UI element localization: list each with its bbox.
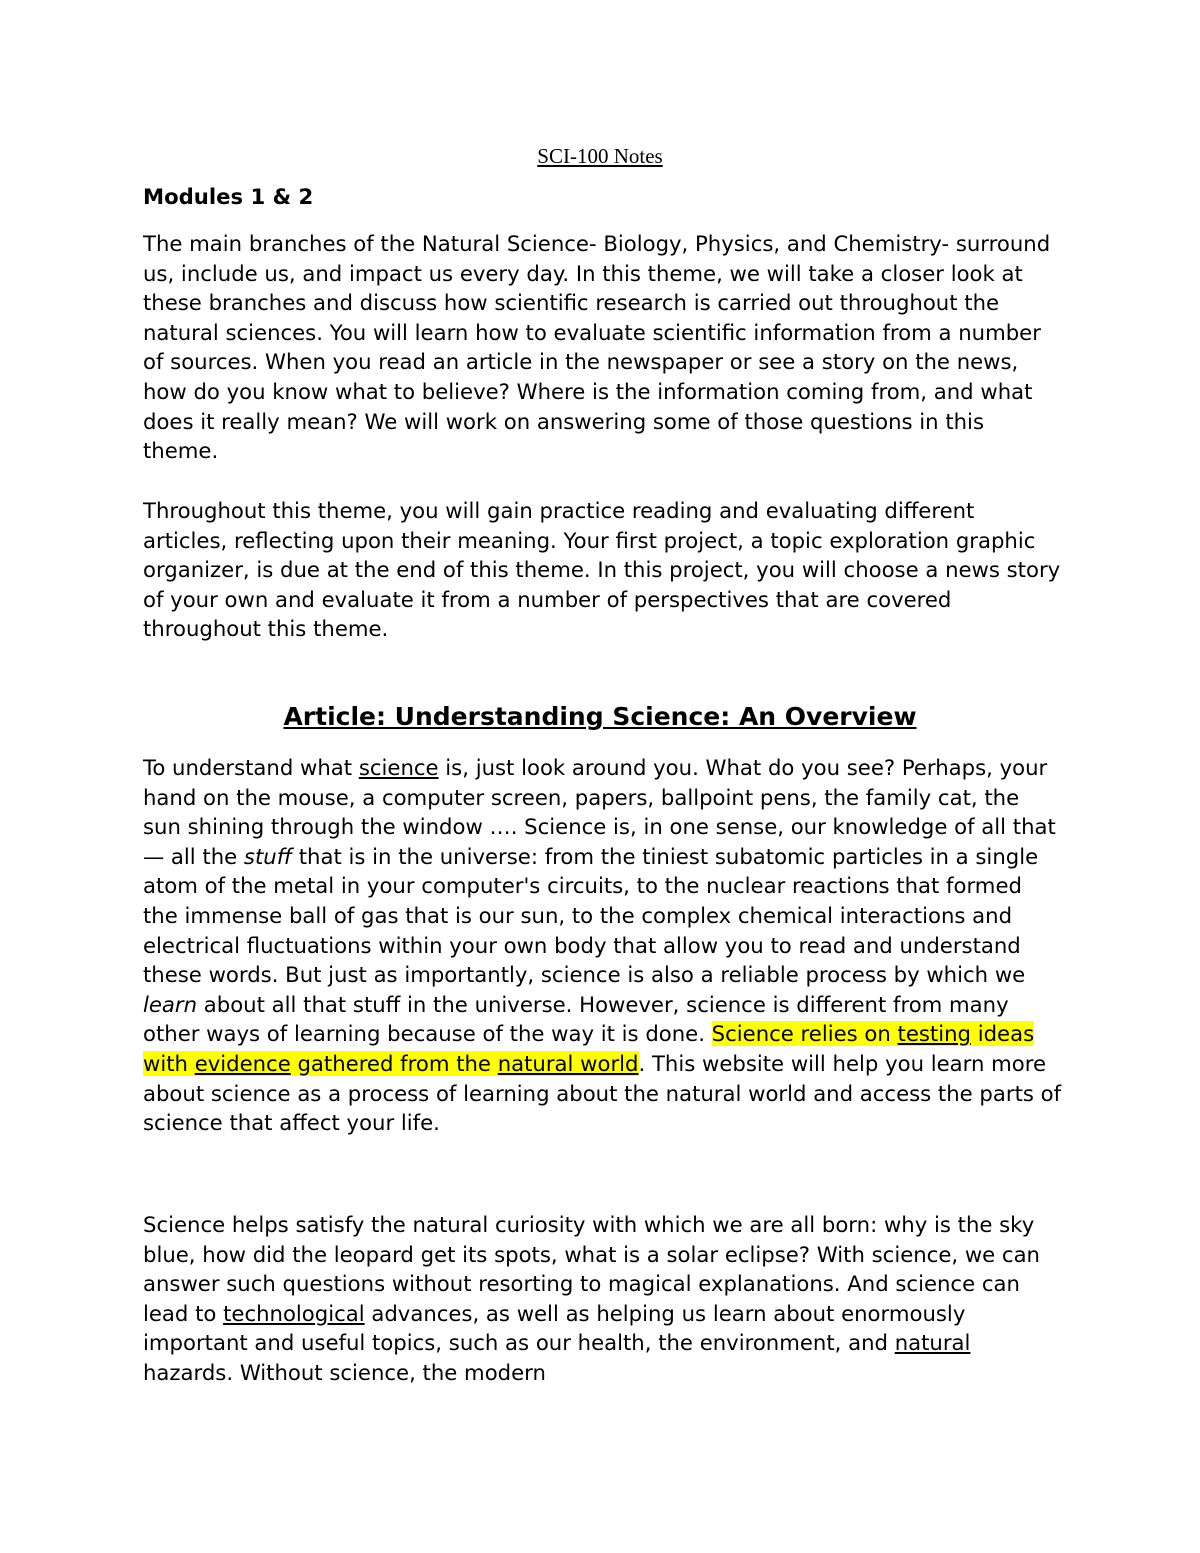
modules-heading: Modules 1 & 2: [143, 184, 314, 209]
link-testing[interactable]: testing: [897, 1021, 971, 1047]
link-natural-world[interactable]: natural world: [497, 1050, 639, 1076]
text-run: is, just look around you. What do you see? Perhaps, your hand on the mouse, a computer screen, papers, ballpoint pens, the family cat, the sun shining through the window …. Science is, in one sense, our knowledge of all that — all the: [143, 755, 1056, 869]
course-title: SCI-100 Notes: [537, 144, 663, 168]
intro-paragraph-2: Throughout this theme, you will gain practice reading and evaluating different articles, reflecting upon their meaning. Your first project, a topic exploration graphic organizer, is due at the end of this theme. In this project, you will choose a news story of your own and evaluate it from a number of perspectives that are covered throughout this theme.: [143, 498, 1061, 642]
text-run: that is in the universe: from the tiniest subatomic particles in a single atom of the metal in your computer's circuits, to the nuclear reactions that formed the immense ball of gas that is our sun, to the complex chemical interactions and electrical fluctuations within your own body that allow you to read and understand these words. But just as importantly, science is also a reliable process by which we: [143, 843, 1039, 988]
text-run: To understand what: [143, 755, 359, 780]
text-run: . This website will help you learn more about science as a process of learning about the natural world and access the parts of science that affect your life.: [143, 1050, 1062, 1136]
text-run: Science relies on: [711, 1021, 898, 1047]
article-title: Article: Understanding Science: An Overview: [283, 702, 917, 731]
link-technological[interactable]: technological: [223, 1300, 365, 1326]
text-run: ideas with: [143, 1021, 1035, 1076]
text-run: advances, as well as helping us learn about enormously important and useful topics, such as our health, the environment, and: [143, 1300, 966, 1356]
link-natural[interactable]: natural: [894, 1330, 971, 1356]
intro-paragraph-1: The main branches of the Natural Science- Biology, Physics, and Chemistry- surround us, include us, and impact us every day. In this theme, we will take a closer look at these branches and discuss how scientific research is carried out throughout the natural sciences. You will learn how to evaluate scientific information from a number of sources. When you read an article in the newspaper or see a story on the news, how do you know what to believe? Where is the information coming from, and what does it really mean? We will work on answering some of those questions in this theme.: [143, 231, 1051, 464]
link-science[interactable]: science: [358, 755, 439, 780]
emphasis-stuff: stuff: [243, 843, 292, 869]
text-run: hazards. Without science, the modern: [143, 1359, 546, 1385]
emphasis-learn: learn: [143, 991, 198, 1017]
article-paragraph-2: [143, 1210, 1063, 1388]
text-run: gathered from the: [290, 1050, 498, 1076]
text-run: about all that stuff in the universe. However, science is different from many other ways of learning because of the way it is done.: [143, 991, 1009, 1047]
article-paragraph-1: [143, 753, 1063, 1138]
link-evidence[interactable]: evidence: [194, 1050, 291, 1076]
text-run: Science helps satisfy the natural curiosity with which we are all born: why is the sky blue, how did the leopard get its spots, what is a solar eclipse? With science, we can answer such questions without resorting to magical explanations. And science can lead to: [143, 1212, 1040, 1326]
